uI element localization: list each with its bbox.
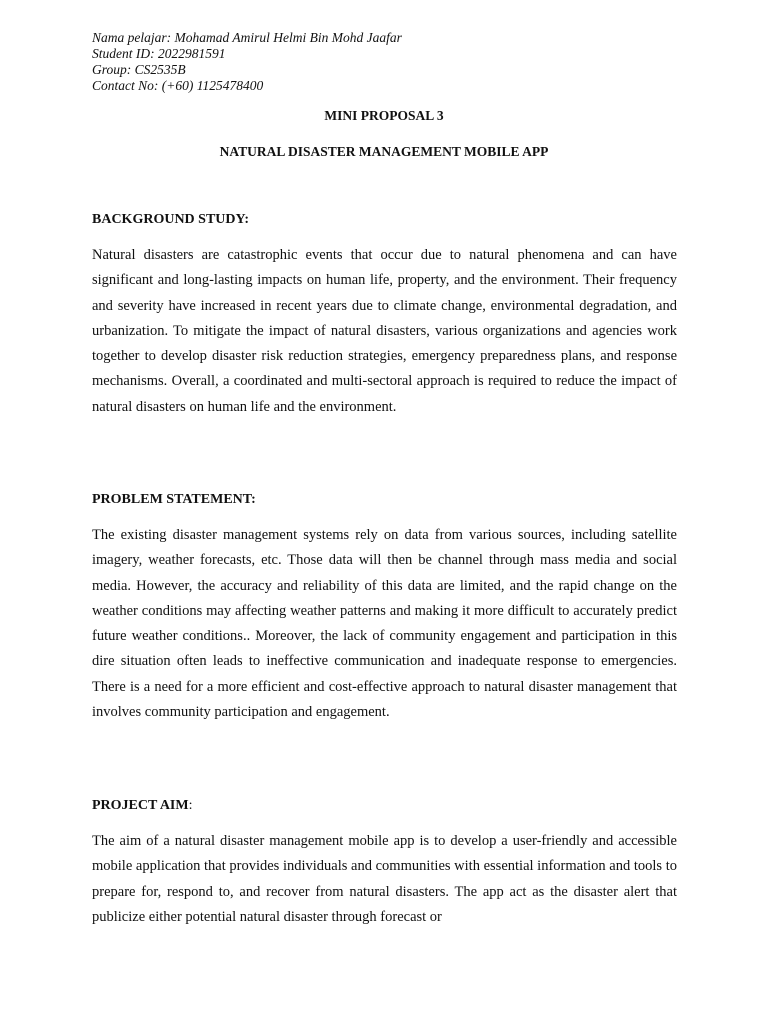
problem-heading: PROBLEM STATEMENT: <box>92 492 256 507</box>
student-info-block <box>92 30 402 94</box>
project-title: NATURAL DISASTER MANAGEMENT MOBILE APP <box>219 144 549 159</box>
background-heading: BACKGROUND STUDY: <box>92 212 250 227</box>
student-group: Group: CS2535B <box>92 62 186 77</box>
aim-paragraph: The aim of a natural disaster management mobile app is to develop a user-friendly and accessible mobile application that provides individuals and communities with essential information and tools to prepare for, respond to, and recover from natural disasters. The app act as the disaster alert that publicize either potential natural disaster through forecast or <box>92 833 677 925</box>
aim-heading <box>92 798 192 814</box>
aim-heading-text: PROJECT AIM <box>92 798 189 813</box>
student-id: Student ID: 2022981591 <box>92 46 226 61</box>
background-paragraph: Natural disasters are catastrophic events that occur due to natural phenomena and can have significant and long-lasting impacts on human life, property, and the environment. Their frequency and severity have increased in recent years due to climate change, environmental degradation, and urbanization. To mitigate the impact of natural disasters, various organizations and agencies work together to develop disaster risk reduction strategies, emergency preparedness plans, and response mechanisms. Overall, a coordinated and multi-sectoral approach is required to reduce the impact of natural disasters on human life and the environment. <box>92 247 677 415</box>
aim-heading-colon: : <box>188 798 193 813</box>
student-contact: Contact No: (+60) 1125478400 <box>92 78 264 93</box>
student-name: Nama pelajar: Mohamad Amirul Helmi Bin Mohd Jaafar <box>92 30 402 45</box>
proposal-title: MINI PROPOSAL 3 <box>324 108 444 123</box>
problem-paragraph: The existing disaster management systems rely on data from various sources, including satellite imagery, weather forecasts, etc. Those data will then be channel through mass media and social media. However, the accuracy and reliability of this data are limited, and the rapid change on the weather conditions may affecting weather patterns and making it more difficult to accurately predict future weather conditions.. Moreover, the lack of community engagement and participation in this dire situation often leads to ineffective communication and inadequate response to emergencies. There is a need for a more efficient and cost-effective approach to natural disaster management that involves community participation and engagement. <box>92 527 677 721</box>
